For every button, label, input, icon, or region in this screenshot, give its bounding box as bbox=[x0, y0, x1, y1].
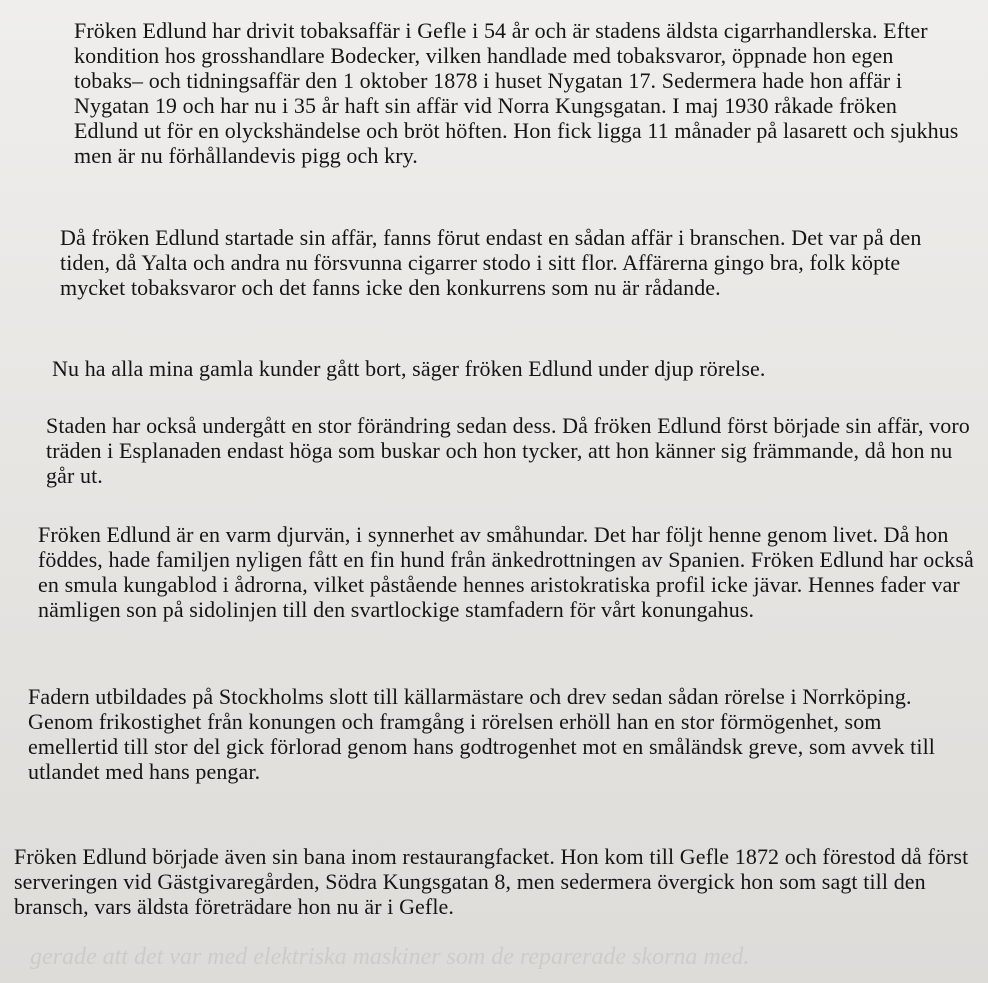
bleed-through-text: gerade att det var med elektriska maskiner som de reparerade skorna med. bbox=[30, 944, 750, 970]
paragraph-2: Då fröken Edlund startade sin affär, fanns förut endast en sådan affär i branschen. Det var på den tiden, då Yalta och andra nu försvunna cigarrer stodo i sitt flor. Affärerna gingo bra, folk köpte mycket tobaksvaror och det fanns icke den konkurrens som nu är rådande. bbox=[60, 225, 922, 300]
paragraph-1: Fröken Edlund har drivit tobaksaffär i Gefle i 54 år och är stadens äldsta cigarrhandlerska. Efter kondition hos grosshandlare Bodecker, vilken handlade med tobaksvaror, öppnade hon egen tobaks– och tidningsaffär den 1 oktober 1878 i huset Nygatan 17. Sedermera hade hon affär i Nygatan 19 och har nu i 35 år haft sin affär vid Norra Kungsgatan. I maj 1930 råkade fröken Edlund ut för en olyckshändelse och bröt höften. Hon fick ligga 11 månader på lasarett och sjukhus men är nu förhållandevis pigg och kry. bbox=[74, 18, 959, 168]
paragraph-7: Fröken Edlund började även sin bana inom restaurangfacket. Hon kom till Gefle 1872 och förestod då först serveringen vid Gästgivaregården, Södra Kungsgatan 8, men sedermera övergick hon som sagt till den bransch, vars äldsta företrädare hon nu är i Gefle. bbox=[14, 844, 969, 919]
paragraph-5: Fröken Edlund är en varm djurvän, i synnerhet av småhundar. Det har följt henne genom livet. Då hon föddes, hade familjen nyligen fått en fin hund från änkedrottningen av Spanien. Fröken Edlund har också en smula kungablod i ådrorna, vilket påstående hennes aristokratiska profil icke jävar. Hennes fader var nämligen son på sidolinjen till den svartlockige stamfadern för vårt konungahus. bbox=[38, 522, 974, 622]
paragraph-4: Staden har också undergått en stor förändring sedan dess. Då fröken Edlund först började sin affär, voro träden i Esplanaden endast höga som buskar och hon tycker, att hon känner sig främmande, då hon nu går ut. bbox=[46, 413, 970, 488]
paragraph-6: Fadern utbildades på Stockholms slott till källarmästare och drev sedan sådan rörelse i Norrköping. Genom frikostighet från konungen och framgång i rörelsen erhöll han en stor förmögenhet, som emellertid till stor del gick förlorad genom hans godtrogenhet mot en småländsk greve, som avvek till utlandet med hans pengar. bbox=[28, 684, 935, 784]
paragraph-3: Nu ha alla mina gamla kunder gått bort, säger fröken Edlund under djup rörelse. bbox=[52, 356, 766, 381]
